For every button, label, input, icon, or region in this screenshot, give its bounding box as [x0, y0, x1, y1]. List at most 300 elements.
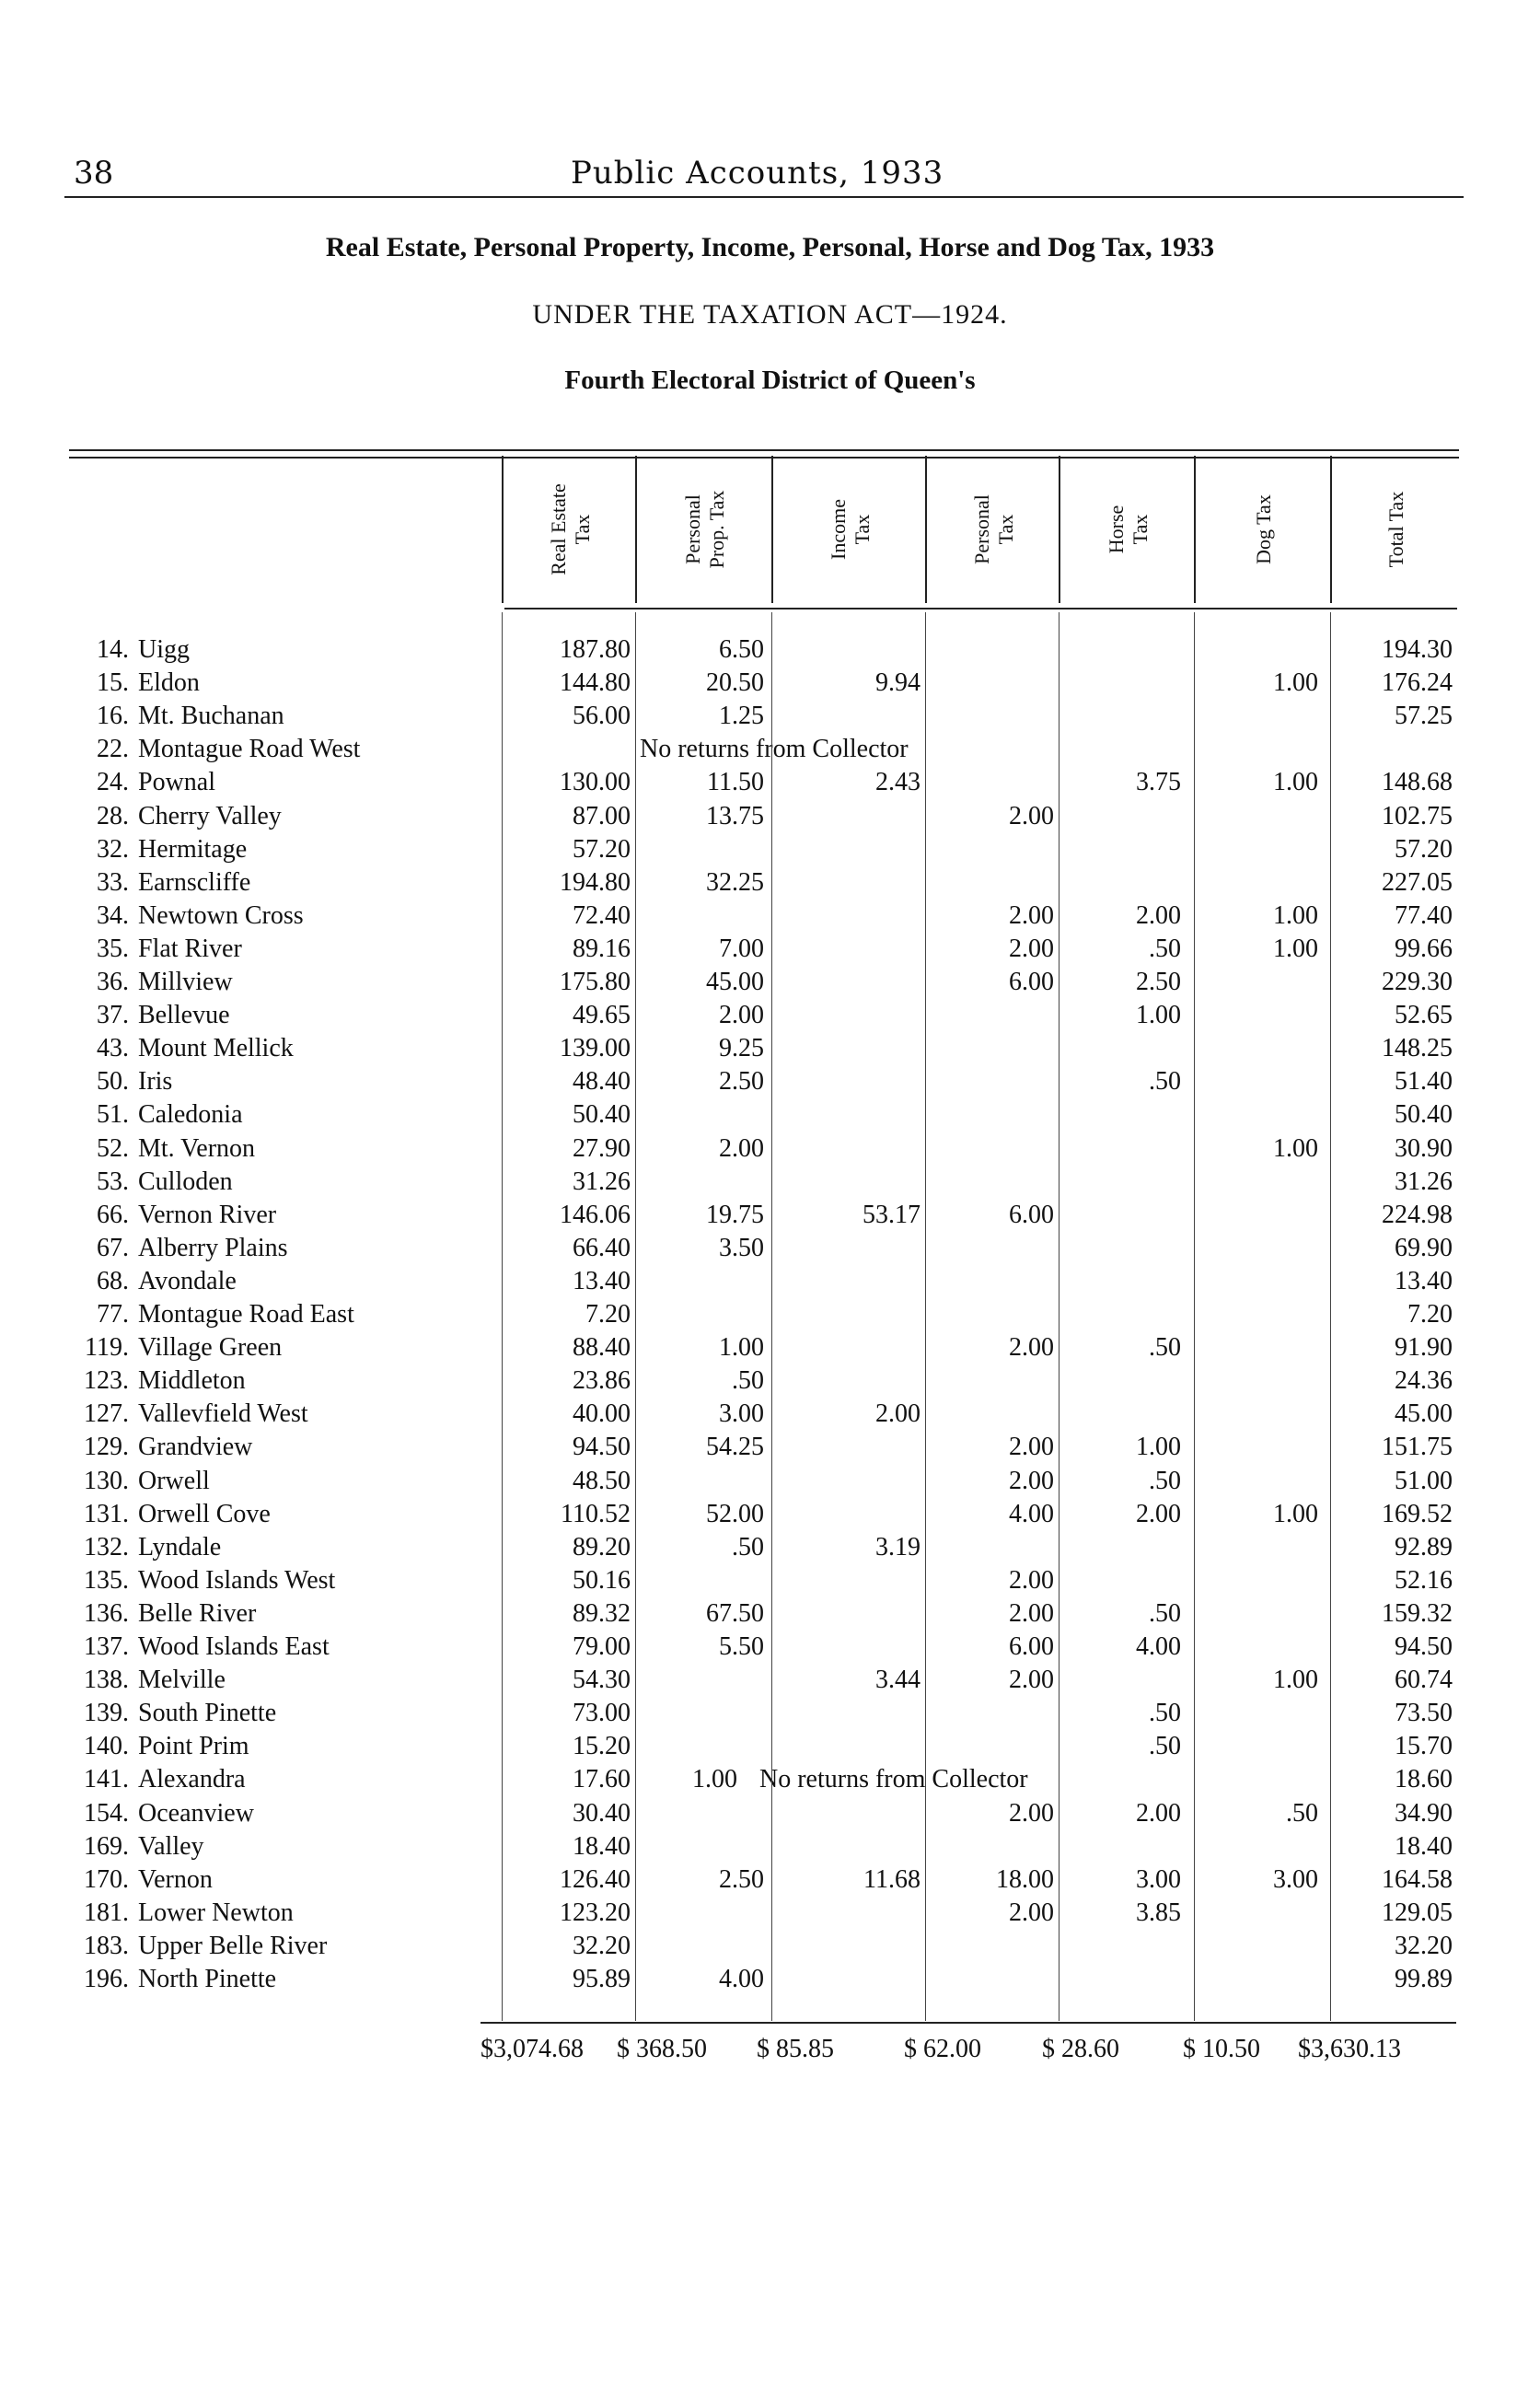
table-row [0, 668, 1540, 702]
district-number: 68. [97, 1266, 129, 1295]
district-number: 196. [84, 1965, 129, 1993]
district-name: Valley [138, 1831, 204, 1861]
personal-property-cell: 11.50 [707, 768, 764, 797]
column-header-personal: Personal Tax [925, 456, 1060, 603]
district-number: 154. [84, 1798, 129, 1828]
table-row [0, 1467, 1540, 1500]
personal-cell: 18.00 [996, 1864, 1054, 1894]
real-estate-cell: 130.00 [560, 768, 631, 797]
horse-cell: 1.00 [1136, 1001, 1181, 1030]
real-estate-cell: 7.20 [585, 1300, 631, 1329]
real-estate-cell: 54.30 [573, 1666, 631, 1695]
district-name: North Pinette [138, 1965, 277, 1993]
district-number: 135. [84, 1565, 129, 1595]
real-estate-cell: 87.00 [573, 801, 631, 830]
real-estate-cell: 126.40 [560, 1864, 631, 1894]
total-cell: 73.50 [1395, 1699, 1453, 1728]
total-cell: 24.36 [1395, 1366, 1453, 1396]
personal-cell: 2.00 [1009, 1333, 1054, 1363]
district-number: 14. [97, 635, 129, 664]
total-cell: 18.60 [1395, 1765, 1453, 1794]
total-cell: 148.25 [1382, 1034, 1453, 1063]
personal-property-cell: 32.25 [706, 867, 764, 897]
real-estate-cell: 50.40 [573, 1100, 631, 1130]
column-rule [925, 612, 926, 2021]
dog-cell: 1.00 [1273, 900, 1318, 930]
table-row [0, 1599, 1540, 1632]
real-estate-cell: 89.20 [573, 1532, 631, 1561]
district-number: 77. [97, 1300, 129, 1329]
district-name: Lyndale [138, 1532, 222, 1561]
total-income: $ 85.85 [757, 2035, 834, 2063]
real-estate-cell: 110.52 [561, 1499, 631, 1528]
dog-cell: 3.00 [1273, 1864, 1318, 1894]
real-estate-cell: 27.90 [573, 1133, 631, 1163]
real-estate-cell: 66.40 [573, 1233, 631, 1262]
horse-cell: .50 [1149, 1598, 1181, 1628]
total-cell: 94.50 [1395, 1632, 1453, 1661]
no-returns-note: No returns from Collector [759, 1765, 1028, 1794]
table-row [0, 1234, 1540, 1267]
total-cell: 18.40 [1395, 1831, 1453, 1861]
dog-cell: .50 [1286, 1798, 1318, 1828]
real-estate-cell: 48.40 [573, 1067, 631, 1097]
district-number: 67. [97, 1233, 129, 1262]
personal-property-cell: 2.00 [719, 1133, 764, 1163]
header-bottom-rule [504, 608, 1457, 609]
personal-property-cell: 19.75 [706, 1200, 764, 1229]
grand-total: $3,630.13 [1298, 2035, 1401, 2063]
district-name: Mt. Buchanan [138, 702, 284, 731]
district-number: 130. [84, 1466, 129, 1495]
table-row [0, 1366, 1540, 1399]
table-row [0, 1732, 1540, 1765]
district-number: 170. [84, 1864, 129, 1894]
no-returns-note: No returns from Collector [640, 735, 909, 764]
table-row [0, 1533, 1540, 1566]
table-row [0, 1865, 1540, 1898]
column-rule [771, 612, 772, 2021]
district-number: 132. [84, 1532, 129, 1561]
real-estate-cell: 194.80 [560, 867, 631, 897]
district-number: 129. [84, 1433, 129, 1462]
total-cell: 34.90 [1395, 1798, 1453, 1828]
district-name: Melville [138, 1666, 226, 1695]
total-cell: 69.90 [1395, 1233, 1453, 1262]
total-cell: 159.32 [1382, 1598, 1453, 1628]
district-subtitle: Fourth Electoral District of Queen's [564, 366, 976, 395]
total-cell: 31.26 [1395, 1167, 1453, 1196]
table-row [0, 1666, 1540, 1699]
total-cell: 194.30 [1382, 635, 1453, 664]
district-name: Alexandra [138, 1765, 246, 1794]
personal-property-cell: 1.25 [719, 702, 764, 731]
total-cell: 52.16 [1395, 1565, 1453, 1595]
district-name: Village Green [138, 1333, 283, 1363]
district-name: Middleton [138, 1366, 246, 1396]
total-cell: 52.65 [1395, 1001, 1453, 1030]
act-subtitle: UNDER THE TAXATION ACT—1924. [532, 299, 1008, 330]
table-row [0, 768, 1540, 801]
column-rule [502, 612, 503, 2021]
district-number: 140. [84, 1732, 129, 1761]
column-rule [1330, 612, 1331, 2021]
real-estate-cell: 139.00 [560, 1034, 631, 1063]
column-header-dog: Dog Tax [1194, 456, 1332, 603]
district-number: 136. [84, 1598, 129, 1628]
horse-cell: 2.00 [1136, 900, 1181, 930]
total-cell: 176.24 [1382, 668, 1453, 698]
total-cell: 57.20 [1395, 834, 1453, 864]
district-name: Vernon [138, 1864, 213, 1894]
real-estate-cell: 17.60 [573, 1765, 631, 1794]
real-estate-cell: 73.00 [573, 1699, 631, 1728]
horse-cell: .50 [1149, 1466, 1181, 1495]
real-estate-cell: 18.40 [573, 1831, 631, 1861]
horse-cell: 3.75 [1136, 768, 1181, 797]
table-row [0, 1134, 1540, 1167]
table-row [0, 1067, 1540, 1100]
district-name: Vallevfield West [138, 1399, 308, 1429]
table-row [0, 1001, 1540, 1034]
district-number: 169. [84, 1831, 129, 1861]
table-row [0, 968, 1540, 1001]
district-name: Bellevue [138, 1001, 230, 1030]
personal-cell: 2.00 [1009, 1466, 1054, 1495]
horse-cell: 4.00 [1136, 1632, 1181, 1661]
table-row [0, 1500, 1540, 1533]
real-estate-cell: 31.26 [573, 1167, 631, 1196]
income-cell: 3.19 [875, 1532, 921, 1561]
table-row [0, 1799, 1540, 1832]
personal-cell: 2.00 [1009, 1666, 1054, 1695]
district-number: 28. [97, 801, 129, 830]
personal-property-cell: .50 [732, 1366, 764, 1396]
district-name: Avondale [138, 1266, 237, 1295]
personal-property-cell: 3.00 [719, 1399, 764, 1429]
personal-property-cell: 20.50 [706, 668, 764, 698]
total-cell: 148.68 [1382, 768, 1453, 797]
total-cell: 45.00 [1395, 1399, 1453, 1429]
personal-cell: 2.00 [1009, 1598, 1054, 1628]
total-cell: 60.74 [1395, 1666, 1453, 1695]
real-estate-cell: 95.89 [573, 1965, 631, 1993]
district-name: South Pinette [138, 1699, 277, 1728]
district-name: Cherry Valley [138, 801, 282, 830]
income-cell: 11.68 [863, 1864, 921, 1894]
district-name: Newtown Cross [138, 900, 304, 930]
dog-cell: 1.00 [1273, 1499, 1318, 1528]
income-cell: 3.44 [875, 1666, 921, 1695]
total-cell: 169.52 [1382, 1499, 1453, 1528]
dog-cell: 1.00 [1273, 768, 1318, 797]
personal-cell: 2.00 [1009, 934, 1054, 963]
personal-property-cell: 1.00 [719, 1333, 764, 1363]
horse-cell: .50 [1149, 1732, 1181, 1761]
table-row [0, 702, 1540, 735]
personal-property-cell: 2.50 [719, 1067, 764, 1097]
income-cell: 9.94 [875, 668, 921, 698]
district-number: 52. [97, 1133, 129, 1163]
column-header-income: Income Tax [771, 456, 927, 603]
total-cell: 151.75 [1382, 1433, 1453, 1462]
table-row [0, 1632, 1540, 1666]
horse-cell: .50 [1149, 1067, 1181, 1097]
real-estate-cell: 50.16 [573, 1565, 631, 1595]
total-personal: $ 62.00 [904, 2035, 981, 2063]
total-horse: $ 28.60 [1042, 2035, 1119, 2063]
personal-property-cell: 52.00 [706, 1499, 764, 1528]
real-estate-cell: 175.80 [560, 968, 631, 996]
district-name: Flat River [138, 934, 242, 963]
district-number: 32. [97, 834, 129, 864]
table-row [0, 934, 1540, 968]
district-name: Wood Islands East [138, 1632, 330, 1661]
dog-cell: 1.00 [1273, 934, 1318, 963]
column-header-total: Total Tax [1330, 456, 1461, 603]
real-estate-cell: 49.65 [573, 1001, 631, 1030]
personal-property-cell: 9.25 [719, 1034, 764, 1063]
personal-property-cell: 67.50 [706, 1598, 764, 1628]
horse-cell: 1.00 [1136, 1433, 1181, 1462]
income-cell: 2.00 [875, 1399, 921, 1429]
district-name: Mount Mellick [138, 1034, 294, 1063]
district-number: 22. [97, 735, 129, 764]
real-estate-cell: 13.40 [573, 1266, 631, 1295]
total-dog: $ 10.50 [1183, 2035, 1260, 2063]
total-cell: 227.05 [1382, 867, 1453, 897]
district-name: Belle River [138, 1598, 257, 1628]
column-header-real-estate: Real Estate Tax [502, 456, 637, 603]
total-cell: 13.40 [1395, 1266, 1453, 1295]
table-row [0, 1699, 1540, 1732]
horse-cell: 2.50 [1136, 968, 1181, 996]
district-number: 33. [97, 867, 129, 897]
district-name: Upper Belle River [138, 1931, 328, 1960]
personal-cell: 2.00 [1009, 1433, 1054, 1462]
district-name: Montague Road West [138, 735, 361, 764]
total-cell: 77.40 [1395, 900, 1453, 930]
total-cell: 32.20 [1395, 1931, 1453, 1960]
personal-cell: 6.00 [1009, 1200, 1054, 1229]
district-number: 119. [85, 1333, 129, 1363]
dog-cell: 1.00 [1273, 1133, 1318, 1163]
total-real-estate: $3,074.68 [481, 2035, 584, 2063]
personal-cell: 6.00 [1009, 1632, 1054, 1661]
income-cell: 2.43 [875, 768, 921, 797]
horse-cell: 3.85 [1136, 1898, 1181, 1927]
district-name: Iris [138, 1067, 173, 1097]
totals-rule [481, 2022, 1456, 2024]
personal-property-cell: 2.00 [719, 1001, 764, 1030]
district-name: Lower Newton [138, 1898, 294, 1927]
table-row [0, 1965, 1540, 1998]
district-number: 24. [97, 768, 129, 797]
personal-property-cell: 13.75 [706, 801, 764, 830]
personal-cell: 2.00 [1009, 900, 1054, 930]
district-number: 16. [97, 702, 129, 731]
personal-property-cell: 54.25 [706, 1433, 764, 1462]
real-estate-cell: 15.20 [573, 1732, 631, 1761]
district-number: 131. [84, 1499, 129, 1528]
total-cell: 224.98 [1382, 1200, 1453, 1229]
horse-cell: .50 [1149, 1333, 1181, 1363]
district-name: Alberry Plains [138, 1233, 288, 1262]
total-cell: 30.90 [1395, 1133, 1453, 1163]
column-rule [635, 612, 636, 2021]
personal-property-cell: 6.50 [719, 635, 764, 664]
table-row [0, 802, 1540, 835]
horse-cell: .50 [1149, 934, 1181, 963]
district-name: Earnscliffe [138, 867, 251, 897]
personal-property-cell: 7.00 [719, 934, 764, 963]
district-number: 139. [84, 1699, 129, 1728]
personal-property-cell: 5.50 [719, 1632, 764, 1661]
district-number: 66. [97, 1200, 129, 1229]
district-name: Wood Islands West [138, 1565, 336, 1595]
table-row [0, 901, 1540, 934]
dog-cell: 1.00 [1273, 668, 1318, 698]
total-cell: 15.70 [1395, 1732, 1453, 1761]
district-name: Mt. Vernon [138, 1133, 256, 1163]
district-number: 43. [97, 1034, 129, 1063]
table-row [0, 635, 1540, 668]
district-number: 138. [84, 1666, 129, 1695]
total-cell: 164.58 [1382, 1864, 1453, 1894]
column-header-personal-property: Personal Prop. Tax [635, 456, 773, 603]
personal-cell: 4.00 [1009, 1499, 1054, 1528]
district-number: 50. [97, 1067, 129, 1097]
district-name: Uigg [138, 635, 190, 664]
table-row [0, 1898, 1540, 1932]
table-row [0, 1832, 1540, 1865]
total-cell: 102.75 [1382, 801, 1453, 830]
district-name: Hermitage [138, 834, 248, 864]
table-row [0, 1399, 1540, 1433]
district-name: Montague Road East [138, 1300, 354, 1329]
table-row [0, 1167, 1540, 1201]
total-personal-property: $ 368.50 [617, 2035, 707, 2063]
real-estate-cell: 146.06 [560, 1200, 631, 1229]
total-cell: 50.40 [1395, 1100, 1453, 1130]
page-number: 38 [74, 155, 114, 192]
table-top-rule [69, 449, 1459, 451]
personal-cell: 2.00 [1009, 1565, 1054, 1595]
dog-cell: 1.00 [1273, 1666, 1318, 1695]
real-estate-cell: 23.86 [573, 1366, 631, 1396]
personal-cell: 2.00 [1009, 801, 1054, 830]
personal-cell: 2.00 [1009, 1898, 1054, 1927]
district-number: 35. [97, 934, 129, 963]
district-number: 181. [84, 1898, 129, 1927]
horse-cell: 2.00 [1136, 1499, 1181, 1528]
horse-cell: .50 [1149, 1699, 1181, 1728]
alexandra-personal-property: 1.00 [692, 1765, 737, 1794]
total-cell: 91.90 [1395, 1333, 1453, 1363]
table-row [0, 1034, 1540, 1067]
table-row [0, 1333, 1540, 1366]
real-estate-cell: 89.32 [573, 1598, 631, 1628]
district-name: Point Prim [138, 1732, 249, 1761]
district-number: 15. [97, 668, 129, 698]
real-estate-cell: 144.80 [560, 668, 631, 698]
real-estate-cell: 123.20 [560, 1898, 631, 1927]
district-number: 53. [97, 1167, 129, 1196]
district-number: 37. [97, 1001, 129, 1030]
district-name: Grandview [138, 1433, 253, 1462]
column-header-horse: Horse Tax [1059, 456, 1196, 603]
district-name: Millview [138, 968, 233, 996]
total-cell: 51.00 [1395, 1466, 1453, 1495]
table-row [0, 1932, 1540, 1965]
total-cell: 99.89 [1395, 1965, 1453, 1993]
table-row [0, 1267, 1540, 1300]
district-number: 137. [84, 1632, 129, 1661]
horse-cell: 2.00 [1136, 1798, 1181, 1828]
table-title: Real Estate, Personal Property, Income, Personal, Horse and Dog Tax, 1933 [325, 232, 1215, 262]
total-cell: 92.89 [1395, 1532, 1453, 1561]
table-row [0, 835, 1540, 868]
district-number: 51. [97, 1100, 129, 1130]
table-row [0, 868, 1540, 901]
real-estate-cell: 30.40 [573, 1798, 631, 1828]
district-name: Caledonia [138, 1100, 243, 1130]
real-estate-cell: 89.16 [573, 934, 631, 963]
real-estate-cell: 72.40 [573, 900, 631, 930]
personal-property-cell: .50 [732, 1532, 764, 1561]
district-number: 141. [84, 1765, 129, 1794]
real-estate-cell: 40.00 [573, 1399, 631, 1429]
district-number: 123. [84, 1366, 129, 1396]
table-row [0, 1433, 1540, 1466]
district-name: Oceanview [138, 1798, 254, 1828]
district-name: Culloden [138, 1167, 233, 1196]
horse-cell: 3.00 [1136, 1864, 1181, 1894]
district-name: Vernon River [138, 1200, 277, 1229]
totals-row [0, 2035, 1540, 2068]
district-name: Pownal [138, 768, 215, 797]
district-name: Orwell Cove [138, 1499, 271, 1528]
running-head: Public Accounts, 1933 [571, 155, 944, 192]
personal-cell: 2.00 [1009, 1798, 1054, 1828]
total-cell: 7.20 [1407, 1300, 1453, 1329]
real-estate-cell: 79.00 [573, 1632, 631, 1661]
total-cell: 229.30 [1382, 968, 1453, 996]
income-cell: 53.17 [863, 1200, 921, 1229]
real-estate-cell: 56.00 [573, 702, 631, 731]
table-row [0, 1201, 1540, 1234]
real-estate-cell: 94.50 [573, 1433, 631, 1462]
district-number: 127. [84, 1399, 129, 1429]
personal-property-cell: 3.50 [719, 1233, 764, 1262]
real-estate-cell: 32.20 [573, 1931, 631, 1960]
district-number: 34. [97, 900, 129, 930]
real-estate-cell: 57.20 [573, 834, 631, 864]
total-cell: 129.05 [1382, 1898, 1453, 1927]
personal-property-cell: 2.50 [719, 1864, 764, 1894]
personal-property-cell: 4.00 [719, 1965, 764, 1993]
real-estate-cell: 187.80 [560, 635, 631, 664]
real-estate-cell: 48.50 [573, 1466, 631, 1495]
district-number: 183. [84, 1931, 129, 1960]
table-row [0, 1100, 1540, 1133]
personal-property-cell: 45.00 [706, 968, 764, 996]
table-row [0, 1300, 1540, 1333]
total-cell: 57.25 [1395, 702, 1453, 731]
real-estate-cell: 88.40 [573, 1333, 631, 1363]
district-name: Eldon [138, 668, 200, 698]
total-cell: 51.40 [1395, 1067, 1453, 1097]
